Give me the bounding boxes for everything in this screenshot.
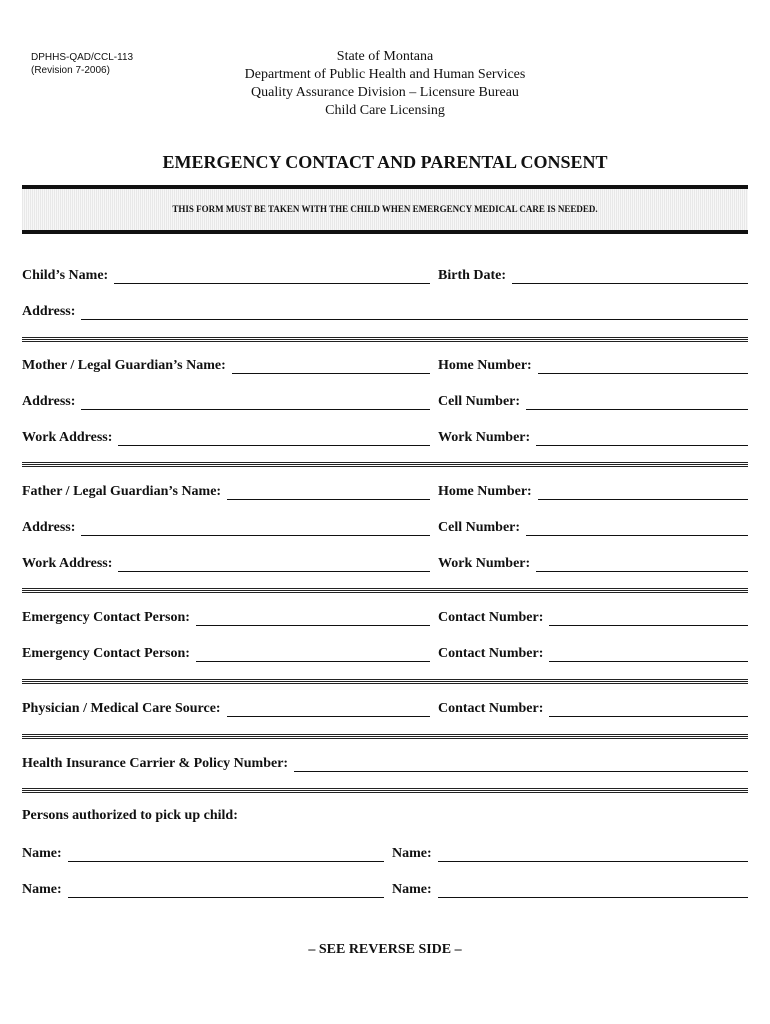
father-address-field[interactable] (22, 518, 430, 536)
pickup-name-3-line[interactable] (68, 883, 384, 898)
pickup-name-2-line[interactable] (438, 847, 748, 862)
mother-name-line[interactable] (232, 359, 430, 374)
pickup-name-3-label: Name: (22, 882, 62, 897)
insurance-label: Health Insurance Carrier & Policy Number: (22, 756, 289, 771)
mother-work-number-line[interactable] (536, 431, 748, 446)
mother-work-address-label: Work Address: (22, 430, 113, 445)
pickup-name-4-label: Name: (392, 882, 432, 897)
mother-home-label: Home Number: (438, 358, 532, 373)
emergency-person-1-field[interactable] (22, 608, 430, 626)
emergency-contact-2-field[interactable] (438, 644, 748, 662)
mother-work-number-field[interactable] (438, 428, 748, 446)
pickup-name-2-label: Name: (392, 846, 432, 861)
pickup-heading: Persons authorized to pick up child: (22, 808, 238, 823)
section-divider (22, 734, 748, 740)
header-line-1: State of Montana (336, 49, 434, 64)
see-reverse-side: – SEE REVERSE SIDE – (308, 942, 462, 957)
pickup-name-3-field[interactable] (22, 880, 384, 898)
emergency-contact-2-line[interactable] (549, 647, 748, 662)
physician-label: Physician / Medical Care Source: (22, 701, 221, 716)
header-line-4: Child Care Licensing (325, 103, 445, 118)
father-work-address-label: Work Address: (22, 556, 113, 571)
mother-work-address-line[interactable] (118, 431, 430, 446)
insurance-line[interactable] (294, 757, 748, 772)
father-address-line[interactable] (81, 521, 430, 536)
emergency-contact-1-label: Contact Number: (438, 610, 544, 625)
physician-field[interactable] (22, 699, 430, 717)
emergency-contact-1-field[interactable] (438, 608, 748, 626)
father-cell-field[interactable] (438, 518, 748, 536)
pickup-name-1-label: Name: (22, 846, 62, 861)
physician-contact-field[interactable] (438, 699, 748, 717)
header-line-2: Department of Public Health and Human Services (244, 67, 526, 82)
emergency-person-2-line[interactable] (196, 647, 430, 662)
childs-name-label: Child’s Name: (22, 268, 109, 283)
banner-bottom-rule (22, 230, 748, 234)
father-name-line[interactable] (227, 485, 430, 500)
form-id-block (31, 51, 133, 77)
physician-contact-line[interactable] (549, 702, 748, 717)
birth-date-field[interactable] (438, 266, 748, 284)
pickup-name-2-field[interactable] (392, 844, 748, 862)
form-title: EMERGENCY CONTACT AND PARENTAL CONSENT (162, 152, 608, 172)
mother-work-address-field[interactable] (22, 428, 430, 446)
father-work-number-label: Work Number: (438, 556, 531, 571)
father-home-line[interactable] (538, 485, 748, 500)
father-work-number-line[interactable] (536, 557, 748, 572)
header-line-3: Quality Assurance Division – Licensure Bureau (251, 85, 519, 100)
emergency-contact-2-label: Contact Number: (438, 646, 544, 661)
notice-text: THIS FORM MUST BE TAKEN WITH THE CHILD WHEN EMERGENCY MEDICAL CARE IS NEEDED. (172, 204, 598, 214)
section-divider (22, 588, 748, 594)
father-cell-label: Cell Number: (438, 520, 521, 535)
emergency-person-2-field[interactable] (22, 644, 430, 662)
physician-line[interactable] (227, 702, 430, 717)
childs-name-line[interactable] (114, 269, 430, 284)
child-address-line[interactable] (81, 305, 748, 320)
father-name-label: Father / Legal Guardian’s Name: (22, 484, 222, 499)
pickup-name-4-field[interactable] (392, 880, 748, 898)
section-divider (22, 462, 748, 468)
pickup-name-1-field[interactable] (22, 844, 384, 862)
emergency-person-1-line[interactable] (196, 611, 430, 626)
father-home-label: Home Number: (438, 484, 532, 499)
agency-header (180, 48, 590, 120)
mother-home-line[interactable] (538, 359, 748, 374)
mother-name-field[interactable] (22, 356, 430, 374)
emergency-person-1-label: Emergency Contact Person: (22, 610, 190, 625)
section-divider (22, 337, 748, 343)
mother-name-label: Mother / Legal Guardian’s Name: (22, 358, 226, 373)
child-address-label: Address: (22, 304, 76, 319)
mother-work-number-label: Work Number: (438, 430, 531, 445)
emergency-person-2-label: Emergency Contact Person: (22, 646, 190, 661)
section-divider (22, 788, 748, 794)
mother-address-field[interactable] (22, 392, 430, 410)
father-name-field[interactable] (22, 482, 430, 500)
insurance-field[interactable] (22, 754, 748, 772)
father-home-field[interactable] (438, 482, 748, 500)
physician-contact-label: Contact Number: (438, 701, 544, 716)
section-divider (22, 679, 748, 685)
mother-cell-line[interactable] (526, 395, 748, 410)
father-cell-line[interactable] (526, 521, 748, 536)
father-address-label: Address: (22, 520, 76, 535)
pickup-name-1-line[interactable] (68, 847, 384, 862)
notice-banner (22, 185, 748, 234)
father-work-number-field[interactable] (438, 554, 748, 572)
form-id: DPHHS-QAD/CCL-113 (31, 52, 134, 63)
childs-name-field[interactable] (22, 266, 430, 284)
mother-cell-label: Cell Number: (438, 394, 521, 409)
child-address-field[interactable] (22, 302, 748, 320)
father-work-address-field[interactable] (22, 554, 430, 572)
mother-cell-field[interactable] (438, 392, 748, 410)
emergency-contact-1-line[interactable] (549, 611, 748, 626)
father-work-address-line[interactable] (118, 557, 430, 572)
mother-address-line[interactable] (81, 395, 430, 410)
birth-date-label: Birth Date: (438, 268, 507, 283)
mother-home-field[interactable] (438, 356, 748, 374)
birth-date-line[interactable] (512, 269, 748, 284)
pickup-name-4-line[interactable] (438, 883, 748, 898)
mother-address-label: Address: (22, 394, 76, 409)
form-revision: (Revision 7-2006) (31, 65, 110, 76)
